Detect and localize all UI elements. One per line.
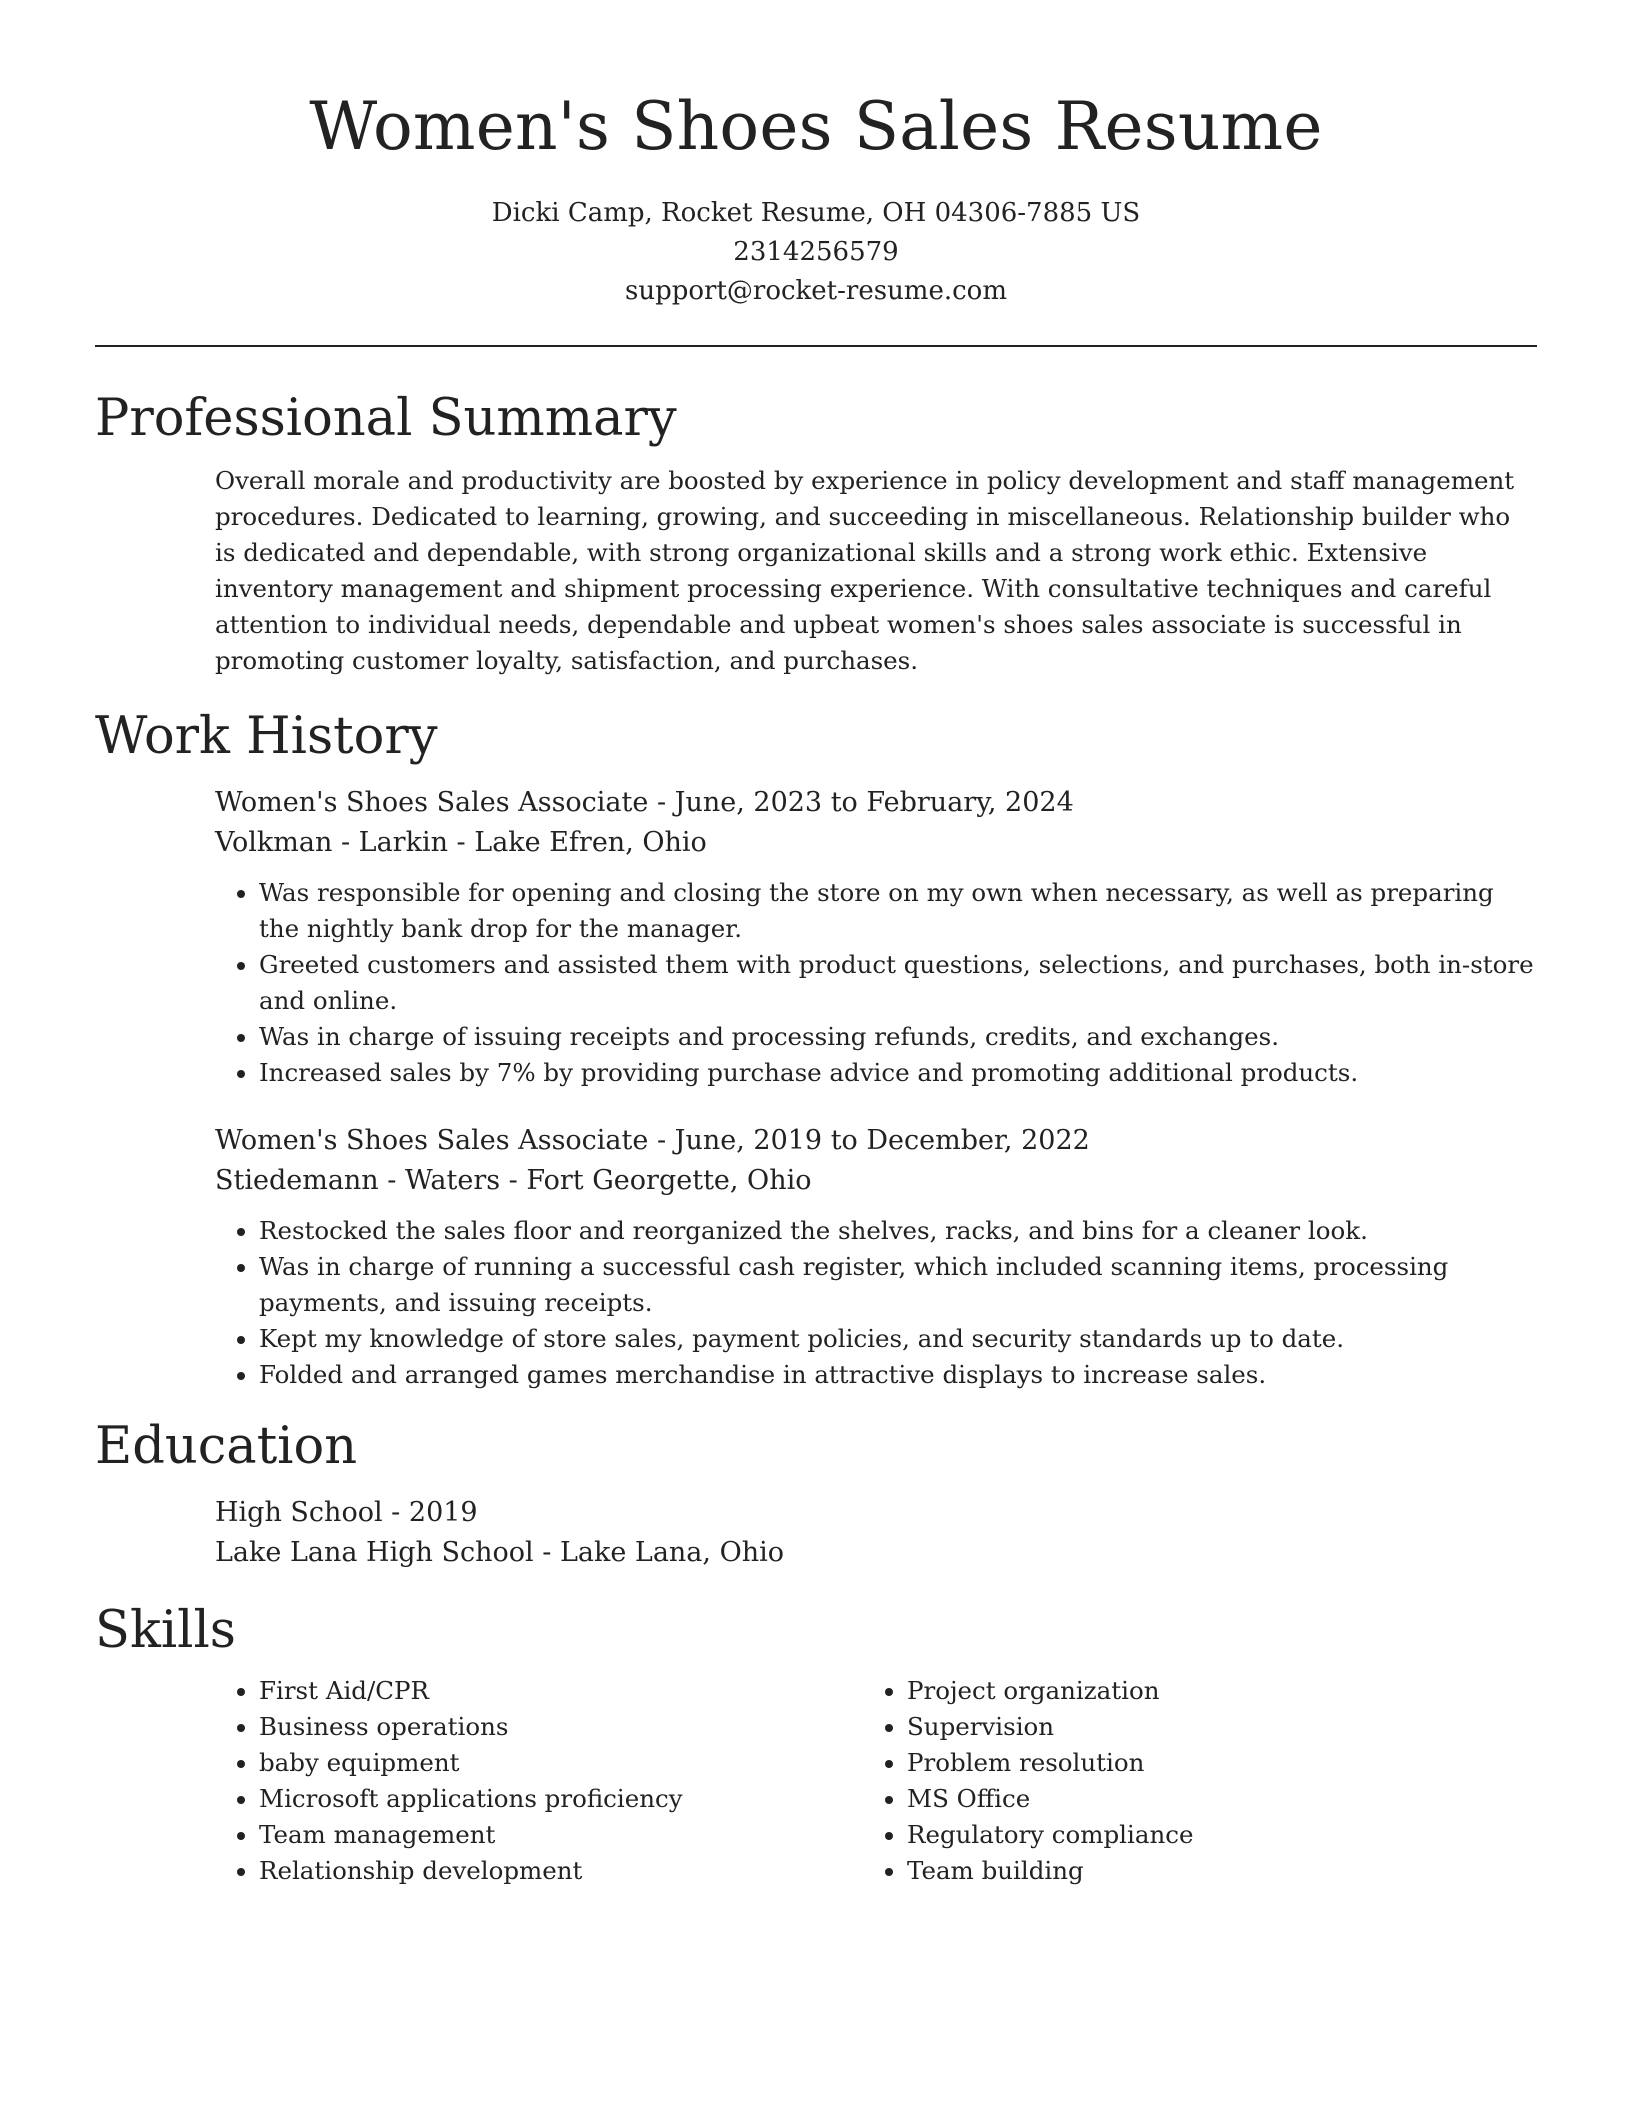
job-bullets	[215, 875, 1537, 1091]
separator: -	[382, 1497, 409, 1528]
job-title-line	[215, 1121, 1537, 1161]
education-school: Lake Lana High School	[215, 1537, 534, 1568]
job-bullet: • Was in charge of issuing receipts and processing refunds, credits, and exchanges.	[259, 1019, 1537, 1055]
job-company-line	[215, 1161, 1537, 1201]
header-divider	[95, 345, 1537, 347]
job-bullet: • Was in charge of running a successful cash register, which included scanning items, processing payments, and issuing receipts.	[259, 1249, 1537, 1321]
summary-heading: Professional Summary	[95, 389, 677, 448]
skill-item: • Team management	[259, 1817, 863, 1853]
skill-item: • Regulatory compliance	[907, 1817, 1511, 1853]
summary-text: Overall morale and productivity are boosted by experience in policy development and staff management procedures. Dedicated to learning, growing, and succeeding in miscellaneous. Relationship builder who is dedicated and dependable, with strong organizational skills and a strong work ethic. Extensive inventory management and shipment processing experience. With consultative techniques and careful attention to individual needs, dependable and upbeat women's shoes sales associate is successful in promoting customer loyalty, satisfaction, and purchases.	[215, 466, 1515, 675]
skills-column-right	[863, 1673, 1511, 1889]
skill-item: • baby equipment	[259, 1745, 863, 1781]
job-bullet: • Restocked the sales floor and reorganized the shelves, racks, and bins for a cleaner look.	[259, 1213, 1537, 1249]
job-company: Volkman - Larkin	[215, 827, 448, 858]
skill-item: • Business operations	[259, 1709, 863, 1745]
skill-item: • Team building	[907, 1853, 1511, 1889]
skills-column-left	[215, 1673, 863, 1889]
separator: -	[648, 1125, 675, 1156]
skill-item: • Relationship development	[259, 1853, 863, 1889]
skill-item: • First Aid/CPR	[259, 1673, 863, 1709]
job-title: Women's Shoes Sales Associate	[215, 1125, 649, 1156]
job-location: Lake Efren, Ohio	[474, 827, 707, 858]
skills-grid	[215, 1673, 1537, 1889]
job-location: Fort Georgette, Ohio	[526, 1165, 812, 1196]
resume-header	[95, 0, 1537, 311]
separator: -	[533, 1537, 560, 1568]
contact-info	[95, 194, 1537, 311]
contact-email: support@rocket-resume.com	[624, 276, 1007, 306]
job-bullet: • Was responsible for opening and closing the store on my own when necessary, as well as preparing the nightly bank drop for the manager.	[259, 875, 1537, 947]
education-degree-line	[215, 1493, 1537, 1533]
job-entry	[215, 783, 1537, 1091]
resume-title: Women's Shoes Sales Resume	[309, 88, 1323, 165]
job-bullet: • Increased sales by 7% by providing purchase advice and promoting additional products.	[259, 1055, 1537, 1091]
skills-list	[215, 1673, 863, 1889]
job-bullets	[215, 1213, 1537, 1393]
skills-list	[863, 1673, 1511, 1889]
skills-heading: Skills	[95, 1601, 236, 1660]
job-title: Women's Shoes Sales Associate	[215, 787, 649, 818]
job-entry	[215, 1121, 1537, 1393]
contact-phone: 2314256579	[733, 237, 899, 267]
separator: -	[500, 1165, 527, 1196]
skill-item: • MS Office	[907, 1781, 1511, 1817]
skill-item: • Supervision	[907, 1709, 1511, 1745]
education-year: 2019	[408, 1497, 478, 1528]
job-bullet: • Folded and arranged games merchandise in attractive displays to increase sales.	[259, 1357, 1537, 1393]
skill-item: • Project organization	[907, 1673, 1511, 1709]
skill-item: • Microsoft applications proficiency	[259, 1781, 863, 1817]
separator: -	[648, 787, 675, 818]
education-degree: High School	[215, 1497, 383, 1528]
work-history-heading: Work History	[95, 707, 438, 766]
education-heading: Education	[95, 1417, 358, 1476]
skill-item: • Problem resolution	[907, 1745, 1511, 1781]
education-location: Lake Lana, Ohio	[559, 1537, 784, 1568]
job-company-line	[215, 823, 1537, 863]
job-bullet: • Kept my knowledge of store sales, payment policies, and security standards up to date.	[259, 1321, 1537, 1357]
job-bullet: • Greeted customers and assisted them with product questions, selections, and purchases, both in-store and online.	[259, 947, 1537, 1019]
separator: -	[447, 827, 475, 858]
education-school-line	[215, 1533, 1537, 1573]
job-company: Stiedemann - Waters	[215, 1165, 501, 1196]
job-dates: June, 2023 to February, 2024	[674, 787, 1074, 818]
job-title-line	[215, 783, 1537, 823]
contact-address: Dicki Camp, Rocket Resume, OH 04306-7885 US	[491, 198, 1141, 228]
education-entry	[215, 1493, 1537, 1573]
job-dates: June, 2019 to December, 2022	[674, 1125, 1090, 1156]
